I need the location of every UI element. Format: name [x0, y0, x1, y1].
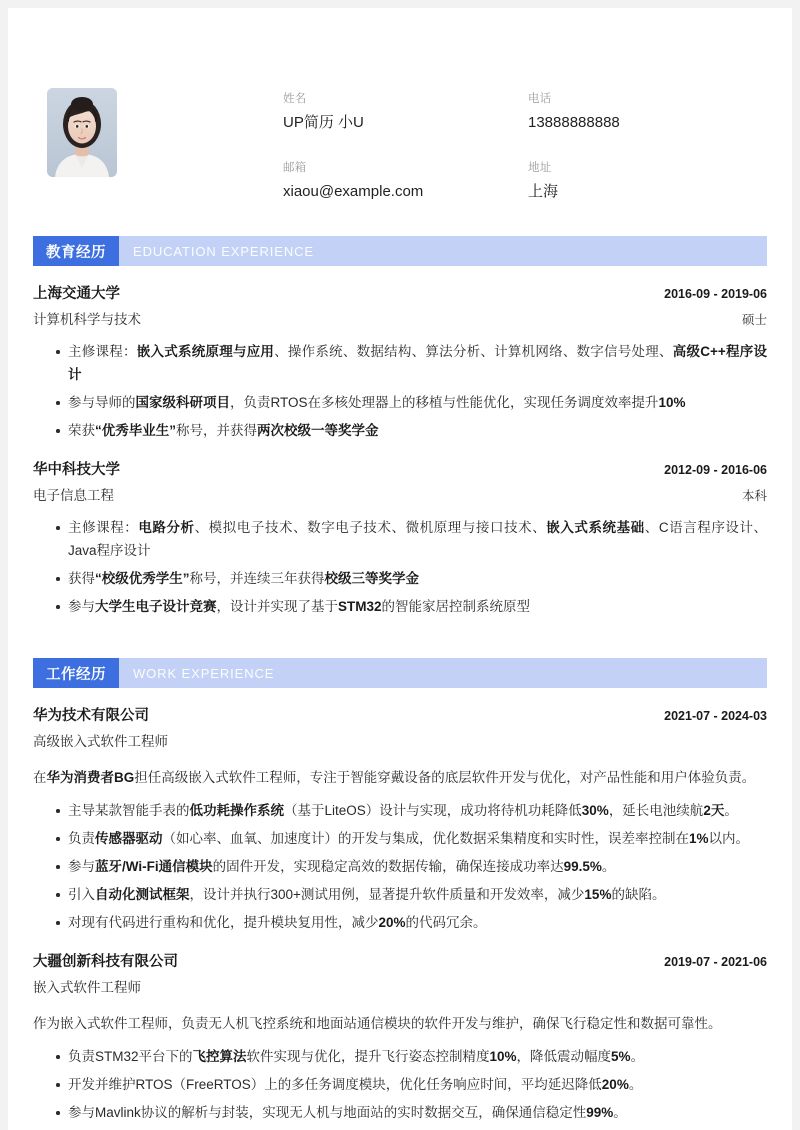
entry-bullet: 获得“校级优秀学生”称号，并连续三年获得校级三等奖学金 — [58, 567, 767, 590]
field-value-phone: 13888888888 — [528, 114, 620, 131]
entry-bullet: 参与大学生电子设计竞赛，设计并实现了基于STM32的智能家居控制系统原型 — [58, 595, 767, 618]
contact-field-name — [283, 91, 528, 134]
entry-subtitle: 高级嵌入式软件工程师 — [33, 734, 168, 749]
sections-root — [33, 236, 767, 1124]
contact-field-email — [283, 160, 528, 203]
entry-date: 2021-07 - 2024-03 — [664, 709, 767, 723]
field-label-address: 地址 — [528, 162, 552, 174]
entry-subtitle-row — [33, 978, 767, 998]
resume-page — [8, 8, 792, 1130]
entry-bullet: 对现有代码进行重构和优化，提升模块复用性，减少20%的代码冗余。 — [58, 911, 767, 934]
entry-title: 上海交通大学 — [33, 286, 120, 302]
entry-bullet-list — [33, 799, 767, 934]
entry-date: 2019-07 - 2021-06 — [664, 955, 767, 969]
entry-degree: 硕士 — [741, 313, 767, 327]
field-value-name: UP简历 小U — [283, 114, 364, 131]
entry-title: 华为技术有限公司 — [33, 708, 149, 724]
field-label-email: 邮箱 — [283, 162, 307, 174]
field-value-email: xiaou@example.com — [283, 183, 424, 200]
entry-date: 2016-09 - 2019-06 — [664, 287, 767, 301]
entry-summary: 在华为消费者BG担任高级嵌入式软件工程师，专注于智能穿戴设备的底层软件开发与优化，对产品性能和用户体验负责。 — [33, 770, 756, 785]
entry-title: 华中科技大学 — [33, 462, 120, 478]
entry — [33, 952, 767, 1124]
contact-field-address — [528, 160, 773, 203]
entry-title: 大疆创新科技有限公司 — [33, 954, 178, 970]
portrait-photo-graphic — [47, 88, 117, 177]
section-badge-education: 教育经历 — [33, 236, 119, 266]
field-label-phone: 电话 — [528, 93, 552, 105]
entry-subtitle: 电子信息工程 — [33, 488, 114, 503]
entry — [33, 706, 767, 934]
entry-title-row — [33, 460, 767, 481]
contact-grid — [283, 88, 773, 203]
entry-bullet: 主导某款智能手表的低功耗操作系统（基于LiteOS）设计与实现，成功将待机功耗降低30%，延长电池续航2天。 — [58, 799, 767, 822]
contact-field-phone — [528, 91, 773, 134]
entry-bullet-list — [33, 340, 767, 442]
field-label-name: 姓名 — [283, 93, 307, 105]
entry-bullet: 参与导师的国家级科研项目，负责RTOS在多核处理器上的移植与性能优化，实现任务调度效率提升10% — [58, 391, 767, 414]
entry-bullet: 负责传感器驱动（如心率、血氧、加速度计）的开发与集成，优化数据采集精度和实时性，误差率控制在1%以内。 — [58, 827, 767, 850]
entry-subtitle: 嵌入式软件工程师 — [33, 980, 141, 995]
entry — [33, 460, 767, 618]
entry-degree: 本科 — [741, 489, 767, 503]
entry-bullet: 荣获“优秀毕业生”称号，并获得两次校级一等奖学金 — [58, 419, 767, 442]
entry-bullet: 引入自动化测试框架，设计并执行300+测试用例，显著提升软件质量和开发效率，减少15%的缺陷。 — [58, 883, 767, 906]
entry-title-row — [33, 284, 767, 305]
entry-bullet-list — [33, 516, 767, 618]
section-subtitle-work: WORK EXPERIENCE — [133, 665, 275, 681]
entry-date: 2012-09 - 2016-06 — [664, 463, 767, 477]
portrait-photo — [47, 88, 117, 177]
entry-subtitle-row — [33, 310, 767, 330]
entry-summary: 作为嵌入式软件工程师，负责无人机飞控系统和地面站通信模块的软件开发与维护，确保飞行稳定性和数据可靠性。 — [33, 1016, 722, 1031]
section-subtitle-education: EDUCATION EXPERIENCE — [133, 243, 315, 259]
entry-bullet: 负责STM32平台下的飞控算法软件实现与优化，提升飞行姿态控制精度10%，降低震动幅度5%。 — [58, 1045, 767, 1068]
entry-subtitle-row — [33, 486, 767, 506]
entry-bullet: 主修课程：嵌入式系统原理与应用、操作系统、数据结构、算法分析、计算机网络、数字信号处理、高级C++程序设计 — [58, 340, 767, 386]
field-value-address: 上海 — [528, 183, 559, 200]
entry-title-row — [33, 706, 767, 727]
section-work — [33, 658, 767, 1124]
entry-bullet: 参与蓝牙/Wi-Fi通信模块的固件开发，实现稳定高效的数据传输，确保连接成功率达99.5%。 — [58, 855, 767, 878]
entry-bullet: 主修课程：电路分析、模拟电子技术、数字电子技术、微机原理与接口技术、嵌入式系统基础、C语言程序设计、Java程序设计 — [58, 516, 767, 562]
entry — [33, 284, 767, 442]
entry-title-row — [33, 952, 767, 973]
section-badge-work: 工作经历 — [33, 658, 119, 688]
entry-bullet: 开发并维护RTOS（FreeRTOS）上的多任务调度模块，优化任务响应时间，平均延迟降低20%。 — [58, 1073, 767, 1096]
profile-header — [33, 8, 767, 208]
section-header-work — [33, 658, 767, 688]
section-education — [33, 236, 767, 618]
entry-subtitle-row — [33, 732, 767, 752]
entry-subtitle: 计算机科学与技术 — [33, 312, 141, 327]
entry-bullet-list — [33, 1045, 767, 1124]
entry-bullet: 参与Mavlink协议的解析与封装，实现无人机与地面站的实时数据交互，确保通信稳定性99%。 — [58, 1101, 767, 1124]
section-header-education — [33, 236, 767, 266]
